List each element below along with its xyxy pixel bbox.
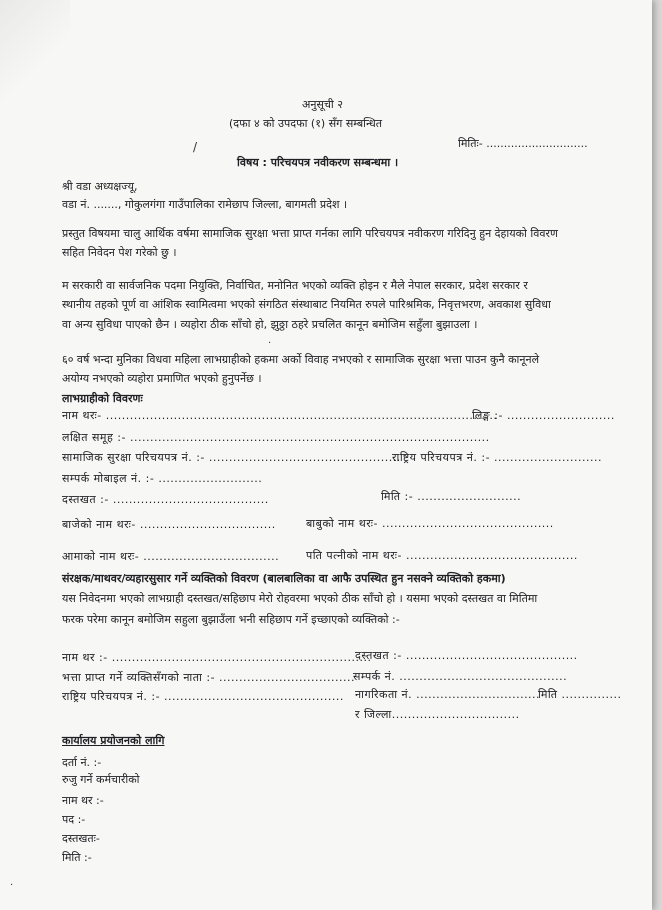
paragraph-3-line: अयोग्य नभएको व्यहोरा प्रमाणित भएको हुनुपर्नेछ । [62,372,262,385]
clause-reference: (दफा ४ को उपदफा (१) सँग सम्बन्धित [229,117,383,130]
guardian-citizenship-date-field: मिति ............... [538,688,622,701]
paragraph-1-line: सहित निवेदन पेश गरेको छु । [62,246,177,259]
office-name-field: नाम थर :- [62,794,104,807]
office-registration-field: दर्ता नं. :- [62,756,102,769]
pen-mark: / [193,140,198,154]
father-name-field: बाबुको नाम थरः- ........................................... [306,517,554,530]
target-group-field: लक्षित समूह :- .......................................................................................... [62,431,490,444]
beneficiary-signature-field: दस्तखत :- ....................................... [62,493,269,506]
guardian-national-id-field: राष्ट्रिय परिचयपत्र नं. :- ............................................. [62,690,344,703]
guardian-declaration-line: फरक परेमा कानून बमोजिम सहुला बुझाउँला भनी सहिछाप गर्ने इच्छाएको व्यक्तिको :- [62,613,400,626]
paragraph-2-line: म सरकारी वा सार्वजनिक पदमा नियुक्ति, निर्वाचित, मनोनित भएको व्यक्ति होइन र मैले नेपाल सरकार, प्रदेश सरकार र [62,279,528,292]
paragraph-2-line: स्थानीय तहको पूर्ण वा आंशिक स्वामित्वमा भएको संगठित संस्थाबाट नियमित रुपले पारिश्रमिक, निवृत्तभरण, अवकाश सुविधा [62,298,551,311]
office-date-field: मिति :- [62,851,92,864]
paragraph-3-line: ६० वर्ष भन्दा मुनिका विधवा महिला लाभग्राहीको हकमा अर्को विवाह नभएको र सामाजिक सुरक्षा भत्ता पाउन कुनै कानूनले [62,353,540,366]
guardian-heading: संरक्षक/माथवर/व्यहारसुसार गर्ने व्यक्तिको विवरण (बालबालिका वा आफै उपस्थित हुन नसक्ने व्यक्तिको हकमा) [62,572,506,585]
addressee-title: श्री वडा अध्यक्षज्यू, [62,180,138,193]
scan-speck: · [10,880,14,891]
date-field: मितिः- ............................. [458,137,588,150]
social-security-card-field: सामाजिक सुरक्षा परिचयपत्र नं. :- ................................................ [62,451,401,464]
guardian-citizenship-field: नागरिकता नं. ............................... [355,688,541,701]
national-id-field: राष्ट्रिय परिचयपत्र नं. :- ........................... [392,451,602,464]
beneficiary-heading: लाभग्राहीको विवरणः [62,392,143,405]
page-fold-shadow [0,0,70,110]
spouse-name-field: पति पत्नीको नाम थरः- ........................................... [306,549,578,562]
guardian-relation-field: भत्ता प्राप्त गर्ने व्यक्तिसँगको नाता :- .................................. [62,671,355,684]
paragraph-1-line: प्रस्तुत विषयमा चालु आर्थिक वर्षमा सामाजिक सुरक्षा भत्ता प्राप्त गर्नका लागि परिचयपत्र नवीकरण गरिदिनु हुन देहायको विवरण [62,227,558,240]
annex-title: अनुसूची २ [302,98,343,111]
beneficiary-gender-field: लिङ्ग :- ........................... [472,409,615,422]
grandfather-name-field: बाजेको नाम थरः- .................................. [62,518,276,531]
beneficiary-date-field: मिति :- .......................... [381,490,522,503]
guardian-name-field: नाम थर :- ................................................................. [62,651,372,664]
guardian-declaration-line: यस निवेदनमा भएको लाभग्राही दस्तखत/सहिछाप मेरो रोहवरमा भएको ठीक साँचो हो । यसमा भएको दस्तखत वा मितिमा [62,592,538,605]
guardian-contact-field: सम्पर्क नं. .......................................... [353,670,568,683]
office-post-field: पद :- [62,813,86,826]
mother-name-field: आमाको नाम थरः- .................................. [62,550,280,563]
pen-mark: · [268,338,272,349]
subject-line: विषय : परिचयपत्र नवीकरण सम्बन्धमा । [237,156,399,169]
office-use-heading: कार्यालय प्रयोजनको लागि [62,734,165,747]
mobile-field: सम्पर्क मोबाइल नं. :- .......................... [62,472,263,485]
paragraph-2-line: वा अन्य सुविधा पाएको छैन । व्यहोरा ठीक साँचो हो, झुठ्ठा ठहरे प्रचलित कानून बमोजिम सहुँला बुझाउला । [62,318,478,331]
beneficiary-name-field: नाम थरः- .................................................................................................. [62,409,498,422]
office-signature-field: दस्तखतः- [62,832,100,845]
guardian-district-field: र जिल्ला................................ [355,708,520,721]
addressee-address: वडा नं. ......., गोकुलगंगा गाउँपालिका रामेछाप जिल्ला, बागमती प्रदेश । [62,198,348,211]
office-verified-by-field: रुजु गर्ने कर्मचारीको [62,773,140,786]
guardian-signature-field: दस्तखत :- ........................................... [355,649,578,662]
